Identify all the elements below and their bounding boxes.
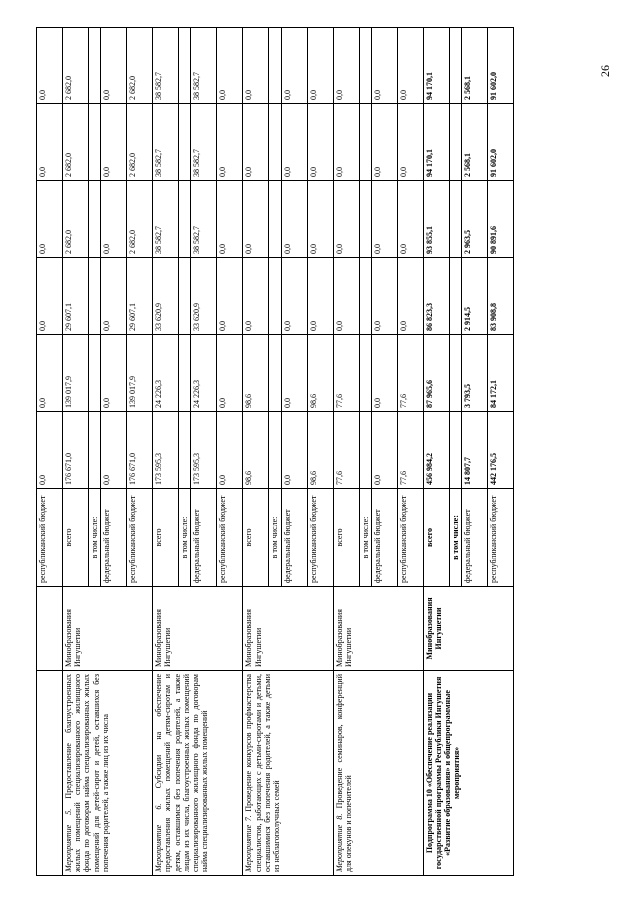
value-cell: 0,0	[243, 181, 269, 258]
value-cell	[359, 28, 371, 104]
value-cell: 77,6	[333, 335, 359, 412]
executor-cell: Минобразования Ингушетии	[333, 587, 423, 671]
page-number: 26	[598, 65, 612, 77]
value-cell	[179, 28, 191, 104]
source-cell: всего	[333, 489, 359, 587]
value-cell	[269, 258, 281, 335]
value-cell	[449, 181, 461, 258]
value-cell	[89, 28, 101, 104]
source-cell: в том числе:	[359, 489, 371, 587]
value-cell: 0,0	[333, 28, 359, 104]
value-cell: 86 823,3	[423, 258, 449, 335]
value-cell	[449, 412, 461, 489]
value-cell: 0,0	[371, 181, 397, 258]
value-cell: 0,0	[217, 181, 243, 258]
value-cell: 0,0	[37, 28, 63, 104]
value-cell: 0,0	[243, 104, 269, 181]
value-cell: 0,0	[217, 335, 243, 412]
value-cell: 0,0	[371, 412, 397, 489]
value-cell	[179, 335, 191, 412]
source-cell: республиканский бюджет	[217, 489, 243, 587]
value-cell: 2 963,5	[461, 181, 487, 258]
value-cell: 0,0	[37, 258, 63, 335]
value-cell: 0,0	[397, 28, 423, 104]
value-cell: 0,0	[281, 335, 307, 412]
source-cell: в том числе:	[179, 489, 191, 587]
source-cell: республиканский бюджет	[127, 489, 153, 587]
value-cell: 0,0	[37, 335, 63, 412]
value-cell: 3 793,5	[461, 335, 487, 412]
table-row	[333, 28, 359, 876]
value-cell: 98,6	[307, 335, 333, 412]
value-cell: 0,0	[217, 258, 243, 335]
value-cell: 442 176,5	[487, 412, 513, 489]
value-cell: 0,0	[397, 181, 423, 258]
value-cell	[269, 28, 281, 104]
value-cell: 0,0	[371, 258, 397, 335]
value-cell: 0,0	[243, 28, 269, 104]
value-cell: 0,0	[281, 104, 307, 181]
value-cell: 33 620,9	[153, 258, 179, 335]
value-cell: 94 170,1	[423, 28, 449, 104]
value-cell: 0,0	[101, 335, 127, 412]
value-cell	[359, 104, 371, 181]
value-cell: 77,6	[397, 335, 423, 412]
event-label: Мероприятие 8.	[334, 813, 344, 872]
value-cell: 94 170,1	[423, 104, 449, 181]
value-cell: 0,0	[333, 181, 359, 258]
executor-cell: Минобразования Ингушетии	[153, 587, 243, 671]
value-cell	[179, 412, 191, 489]
value-cell: 24 226,3	[191, 335, 217, 412]
budget-table	[36, 27, 514, 876]
budget-table-sheet	[36, 28, 596, 876]
value-cell	[269, 335, 281, 412]
value-cell: 0,0	[397, 104, 423, 181]
event-cell: Мероприятие 7. Проведение конкурсов профмастерства специалистов, работающих с детьми-сиротами и детьми, оставшимися без попечения родителей, а также детьми из неблагополучных семей	[243, 671, 333, 876]
value-cell: 0,0	[101, 412, 127, 489]
value-cell: 83 908,8	[487, 258, 513, 335]
value-cell: 0,0	[37, 104, 63, 181]
value-cell: 0,0	[397, 258, 423, 335]
value-cell	[359, 412, 371, 489]
value-cell: 173 595,3	[191, 412, 217, 489]
value-cell: 38 582,7	[153, 28, 179, 104]
value-cell: 38 582,7	[191, 181, 217, 258]
value-cell: 0,0	[101, 181, 127, 258]
value-cell: 2 682,0	[63, 104, 89, 181]
source-cell: республиканский бюджет	[487, 489, 513, 587]
value-cell: 2 682,0	[63, 181, 89, 258]
value-cell	[449, 258, 461, 335]
value-cell: 0,0	[101, 104, 127, 181]
value-cell: 93 855,1	[423, 181, 449, 258]
value-cell: 77,6	[397, 412, 423, 489]
value-cell: 0,0	[371, 104, 397, 181]
value-cell: 0,0	[217, 28, 243, 104]
budget-table-body	[37, 28, 514, 876]
value-cell	[449, 335, 461, 412]
value-cell: 98,6	[243, 335, 269, 412]
source-cell: федеральный бюджет	[281, 489, 307, 587]
source-cell: всего	[243, 489, 269, 587]
value-cell: 91 602,0	[487, 104, 513, 181]
source-cell: республиканский бюджет	[307, 489, 333, 587]
value-cell: 38 582,7	[153, 104, 179, 181]
value-cell: 77,6	[333, 412, 359, 489]
value-cell: 29 607,1	[63, 258, 89, 335]
value-cell: 91 602,0	[487, 28, 513, 104]
program-title-cell: Подпрограмма 10 «Обеспечение реализации государственной программы Республики Ингушетия «Развитие образования» и общепрограммные мероприятия»	[423, 671, 513, 876]
table-row	[423, 28, 449, 876]
source-cell: федеральный бюджет	[371, 489, 397, 587]
value-cell	[89, 335, 101, 412]
executor-cell	[37, 587, 63, 671]
source-cell: федеральный бюджет	[461, 489, 487, 587]
source-cell: в том числе:	[269, 489, 281, 587]
value-cell	[449, 28, 461, 104]
event-cell: Мероприятие 6. Субсидии на обеспечение предоставления жилых помещений детям-сиротам и детям, оставшимся без попечения родителей, а также лицам из их числа, благоустроенных жилых помещений специализированного жилищного фонда по договорам найма специализированных жилых помещений	[153, 671, 243, 876]
source-cell: в том числе:	[449, 489, 461, 587]
value-cell: 456 984,2	[423, 412, 449, 489]
value-cell: 0,0	[37, 181, 63, 258]
table-row	[63, 28, 89, 876]
value-cell: 14 807,7	[461, 412, 487, 489]
value-cell: 38 582,7	[191, 104, 217, 181]
value-cell: 139 017,9	[63, 335, 89, 412]
value-cell: 2 682,0	[63, 28, 89, 104]
source-cell: в том числе:	[89, 489, 101, 587]
value-cell: 173 595,3	[153, 412, 179, 489]
value-cell: 24 226,3	[153, 335, 179, 412]
value-cell: 0,0	[281, 258, 307, 335]
value-cell: 0,0	[307, 181, 333, 258]
event-cell	[37, 671, 63, 876]
value-cell: 0,0	[307, 104, 333, 181]
value-cell: 38 582,7	[153, 181, 179, 258]
value-cell	[179, 181, 191, 258]
value-cell: 0,0	[307, 258, 333, 335]
value-cell	[269, 181, 281, 258]
executor-cell: Минобразования Ингушетии	[423, 587, 513, 671]
value-cell: 2 682,0	[127, 104, 153, 181]
value-cell: 0,0	[281, 28, 307, 104]
value-cell: 0,0	[101, 28, 127, 104]
value-cell: 0,0	[37, 412, 63, 489]
value-cell: 2 682,0	[127, 181, 153, 258]
event-label: Мероприятие 6.	[154, 803, 164, 872]
source-cell: республиканский бюджет	[37, 489, 63, 587]
source-cell: всего	[153, 489, 179, 587]
value-cell	[179, 104, 191, 181]
value-cell	[179, 258, 191, 335]
source-cell: всего	[423, 489, 449, 587]
value-cell: 2 682,0	[127, 28, 153, 104]
value-cell: 0,0	[243, 258, 269, 335]
source-cell: федеральный бюджет	[101, 489, 127, 587]
event-cell: Мероприятие 8. Проведение семинаров, конференций для опекунов и попечителей	[333, 671, 423, 876]
value-cell: 0,0	[101, 258, 127, 335]
table-row	[37, 28, 63, 876]
value-cell: 2 568,1	[461, 28, 487, 104]
value-cell: 84 172,1	[487, 335, 513, 412]
value-cell	[359, 335, 371, 412]
value-cell: 0,0	[371, 335, 397, 412]
value-cell: 0,0	[281, 181, 307, 258]
value-cell: 38 582,7	[191, 28, 217, 104]
value-cell: 0,0	[307, 28, 333, 104]
value-cell: 90 891,6	[487, 181, 513, 258]
value-cell: 2 914,5	[461, 258, 487, 335]
table-row	[153, 28, 179, 876]
event-label: Мероприятие 5.	[64, 808, 73, 872]
value-cell	[89, 181, 101, 258]
executor-cell: Минобразования Ингушетии	[243, 587, 333, 671]
value-cell: 0,0	[217, 104, 243, 181]
value-cell: 0,0	[371, 28, 397, 104]
value-cell: 176 671,0	[63, 412, 89, 489]
executor-cell: Минобразования Ингушетии	[63, 587, 153, 671]
value-cell	[359, 181, 371, 258]
event-label: Мероприятие 7.	[244, 815, 254, 872]
event-cell: Мероприятие 5. Предоставление благоустроенных жилых помещений специализированного жилищного фонда по договорам найма специализированных жилых помещений для детей-сирот и детей, оставшихся без попечения родителей, а также лиц из их числа	[63, 671, 153, 876]
value-cell	[89, 258, 101, 335]
source-cell: республиканский бюджет	[397, 489, 423, 587]
value-cell: 139 017,9	[127, 335, 153, 412]
value-cell: 176 671,0	[127, 412, 153, 489]
value-cell: 0,0	[281, 412, 307, 489]
value-cell: 98,6	[243, 412, 269, 489]
value-cell: 29 607,1	[127, 258, 153, 335]
value-cell: 98,6	[307, 412, 333, 489]
value-cell: 0,0	[333, 258, 359, 335]
value-cell: 0,0	[333, 104, 359, 181]
source-cell: всего	[63, 489, 89, 587]
value-cell	[449, 104, 461, 181]
value-cell: 0,0	[217, 412, 243, 489]
source-cell: федеральный бюджет	[191, 489, 217, 587]
value-cell	[269, 412, 281, 489]
value-cell	[89, 104, 101, 181]
value-cell: 33 620,9	[191, 258, 217, 335]
table-row	[243, 28, 269, 876]
value-cell: 87 965,6	[423, 335, 449, 412]
value-cell	[359, 258, 371, 335]
value-cell: 2 568,1	[461, 104, 487, 181]
value-cell	[89, 412, 101, 489]
value-cell	[269, 104, 281, 181]
